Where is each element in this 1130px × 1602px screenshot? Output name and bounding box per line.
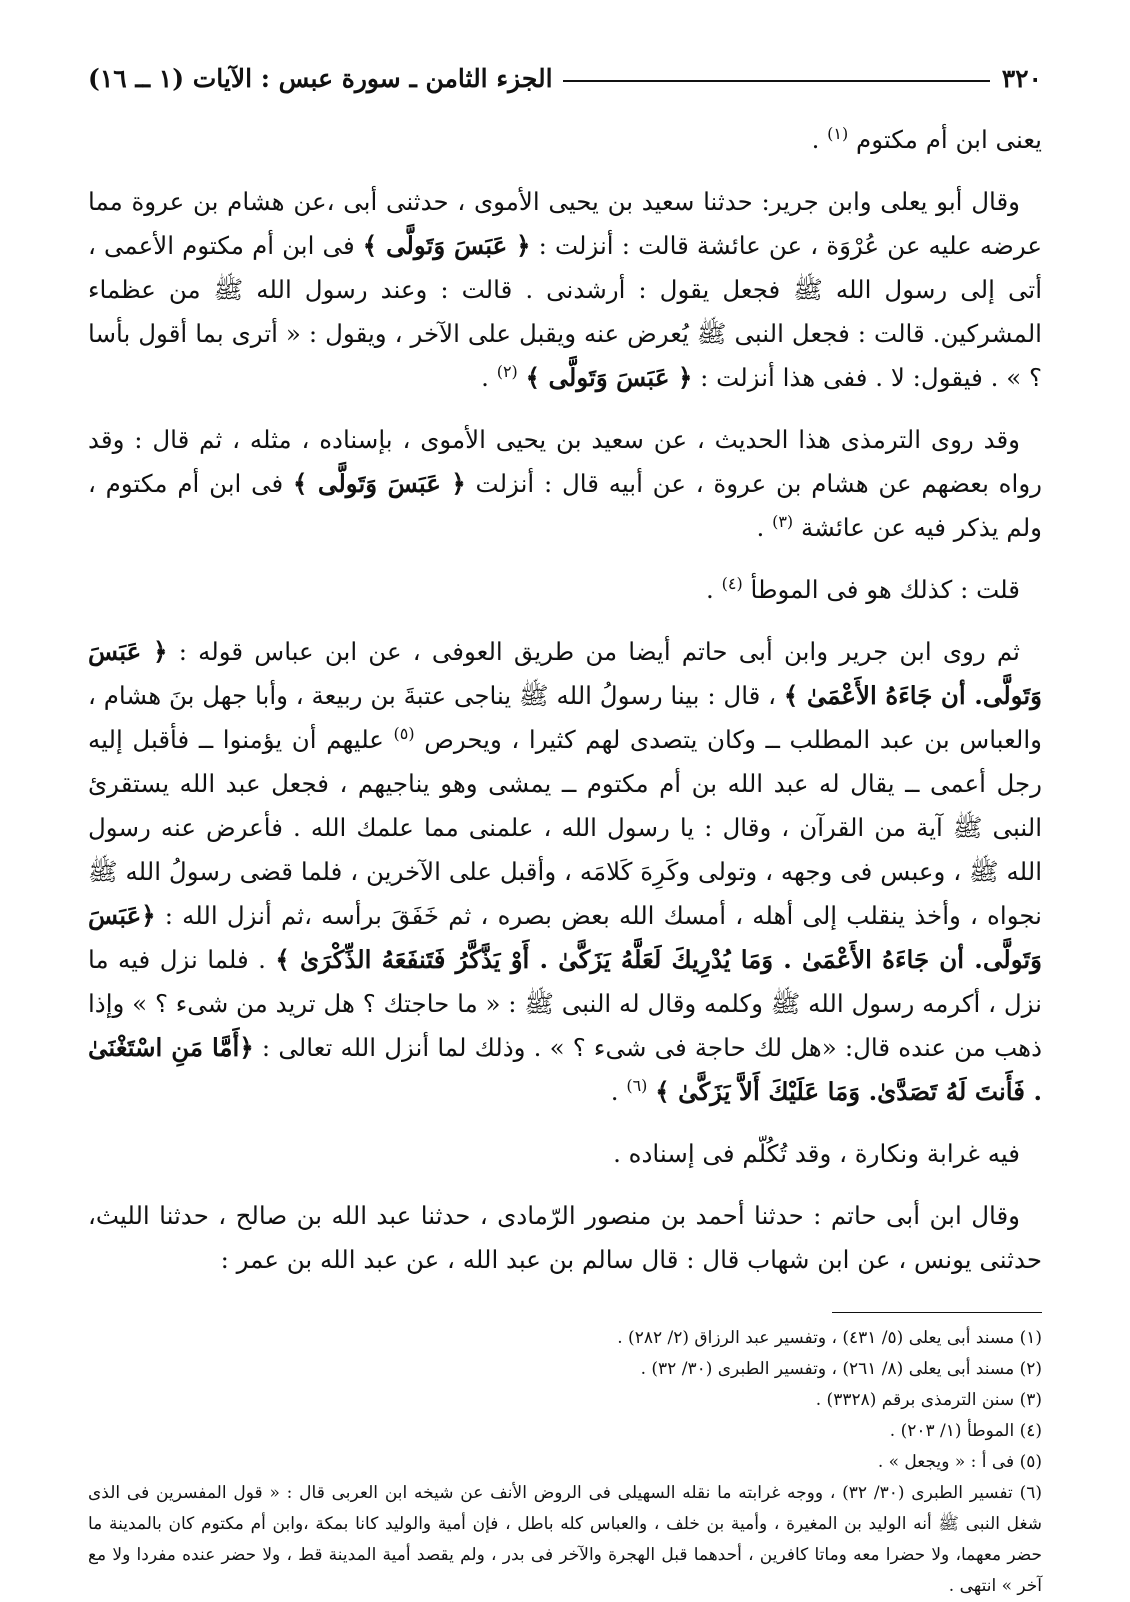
text: .	[756, 513, 765, 542]
footnote-ref-2: (٢)	[496, 361, 518, 381]
running-header	[88, 58, 1042, 98]
text: ، قال : بينا رسولُ الله ﷺ يناجى عتبةَ بن ربيعة ، وأبا جهل بنَ هشام ، والعباس بن عبد المطلب ــ وكان يتصدى لهم كثيرا ، ويحرص	[88, 681, 1042, 754]
text: .	[610, 1077, 619, 1106]
text: .	[706, 575, 714, 604]
footnote-ref-6: (٦)	[626, 1075, 648, 1095]
text: يعنى ابن أم مكتوم	[856, 125, 1042, 154]
footnote-2: (٢) مسند أبى يعلى (٨/ ٢٦١) ، وتفسير الطبرى (٣٠/ ٣٢) .	[640, 1359, 1042, 1379]
text: .	[481, 363, 489, 392]
text: عليهم أن يؤمنوا ــ فأقبل إليه رجل أعمى ــ يقال له عبد الله بن أم مكتوم ــ يمشى وهو يناجيهم ، فجعل عبد الله يستقرئ النبى ﷺ آية من القرآن ، وقال : يا رسول الله ، علمنى مما علمك الله . فأعرض عنه رسول الله ﷺ ، وعبس فى وجهه ، وتولى وكَرِهَ كَلامَه ، وأقبل على الآخرين ، فلما قضى رسولُ الله ﷺ نجواه ، وأخذ ينقلب إلى أهله ، أمسك الله بعض بصره ، ثم خَفَقَ برأسه ،ثم أنزل الله :	[88, 725, 1042, 930]
paragraph-4	[88, 568, 1042, 612]
paragraph-1	[88, 118, 1042, 162]
main-text	[88, 118, 1042, 1282]
page-number: ٣٢٠	[1001, 63, 1042, 93]
footnote-ref-1: (١)	[827, 123, 849, 143]
paragraph-2	[88, 180, 1042, 400]
running-title: الجزء الثامن ـ سورة عبس : الآيات (١ ــ ١٦)	[88, 63, 553, 93]
quran-quote: ﴿ عَبَسَ وَتَولَّى ﴾	[293, 469, 466, 498]
text: قلت : كذلك هو فى الموطأ	[750, 575, 1020, 604]
quran-quote: ﴿ عَبَسَ وَتَولَّى ﴾	[362, 231, 531, 260]
text: فى ابن أم مكتوم الأعمى ، أتى إلى رسول الله ﷺ فجعل يقول : أرشدنى . قالت : وعند رسول الله ﷺ من عظماء المشركين. قالت : فجعل النبى ﷺ يُعرض عنه ويقبل على الآخر ، ويقول : « أترى بما أقول بأسا ؟ » . فيقول: لا . ففى هذا أنزلت :	[88, 231, 1042, 392]
footnote-4: (٤) الموطأ (١/ ٢٠٣) .	[889, 1421, 1042, 1441]
quran-quote: ﴿ عَبَسَ وَتَولَّى. أن جَاءَهُ الأَعْمَىٰ ﴾	[88, 637, 1042, 710]
paragraph-3	[88, 418, 1042, 550]
footnote-ref-5: (٥)	[393, 723, 415, 743]
footnote-separator	[832, 1312, 1042, 1313]
text: ثم روى ابن جرير وابن أبى حاتم أيضا من طريق العوفى ، عن ابن عباس قوله :	[167, 637, 1020, 666]
footnote-1: (١) مسند أبى يعلى (٥/ ٤٣١) ، وتفسير عبد الرزاق (٢/ ٢٨٢) .	[617, 1328, 1042, 1348]
footnote-ref-3: (٣)	[772, 511, 794, 531]
text: وقال أبو يعلى وابن جرير: حدثنا سعيد بن يحيى الأموى ، حدثنى أبى ،عن هشام بن عروة مما عرضه عليه عن عُرْوَة ، عن عائشة قالت : أنزلت :	[88, 187, 1042, 260]
header-rule	[563, 80, 990, 82]
text: . فلما نزل فيه ما نزل ، أكرمه رسول الله ﷺ وكلمه وقال له النبى ﷺ : « ما حاجتك ؟ هل تريد من شىء ؟ » وإذا ذهب من عنده قال: «هل لك حاجة فى شىء ؟ » . وذلك لما أنزل الله تعالى :	[88, 945, 1042, 1062]
quran-quote: ﴿ عَبَسَ وَتَولَّى ﴾	[525, 363, 693, 392]
footnote-ref-4: (٤)	[721, 573, 743, 593]
footnote-3: (٣) سنن الترمذى برقم (٣٣٢٨) .	[815, 1390, 1042, 1410]
quran-quote: ﴿أَمَّا مَنِ اسْتَغْنَىٰ . فَأَنتَ لَهُ تَصَدَّىٰ. وَمَا عَلَيْكَ أَلاَّ يَزَكَّىٰ ﴾	[88, 1033, 1042, 1106]
quran-quote: ﴿عَبَسَ وَتَولَّى. أن جَاءَهُ الأَعْمَىٰ . وَمَا يُدْرِيكَ لَعَلَّهُ يَزَكَّىٰ . أَوْ يَذَّكَّرُ فَتَنفَعَهُ الذِّكْرَىٰ ﴾	[88, 901, 1043, 974]
footnote-6: (٦) تفسير الطبرى (٣٠/ ٣٢) ، ووجه غرابته ما نقله السهيلى فى الروض الأنف عن شيخه ابن العربى قال : « قول المفسرين فى الذى شغل النبى ﷺ أنه الوليد بن المغيرة ، وأمية بن خلف ، والعباس كله باطل ، فإن أمية والوليد كانا بمكة ،وابن أم مكتوم كان بالمدينة ما حضر معهما، ولا حضرا معه وماتا كافرين ، أحدهما قبل الهجرة والآخر فى بدر ، ولم يقصد أمية المدينة قط ، ولا حضر عنده مفردا ولا مع آخر » انتهى .	[88, 1483, 1042, 1596]
footnote-5: (٥) فى أ : « ويجعل » .	[877, 1452, 1042, 1472]
paragraph-6	[88, 1132, 1042, 1176]
paragraph-7	[88, 1194, 1042, 1282]
text: وقال ابن أبى حاتم : حدثنا أحمد بن منصور الرّمادى ، حدثنا عبد الله بن صالح ، حدثنا الليث، حدثنى يونس ، عن ابن شهاب قال : قال سالم بن عبد الله ، عن عبد الله بن عمر :	[88, 1201, 1042, 1274]
text: وقد روى الترمذى هذا الحديث ، عن سعيد بن يحيى الأموى ، بإسناده ، مثله ، ثم قال : وقد رواه بعضهم عن هشام بن عروة ، عن أبيه قال : أنزلت	[88, 425, 1042, 498]
text: فيه غرابة ونكارة ، وقد تُكُلّم فى إسناده .	[613, 1139, 1020, 1168]
paragraph-5	[88, 630, 1042, 1114]
text: .	[811, 125, 820, 154]
text: فى ابن أم مكتوم ، ولم يذكر فيه عن عائشة	[88, 469, 1042, 542]
footnotes	[88, 1323, 1042, 1602]
